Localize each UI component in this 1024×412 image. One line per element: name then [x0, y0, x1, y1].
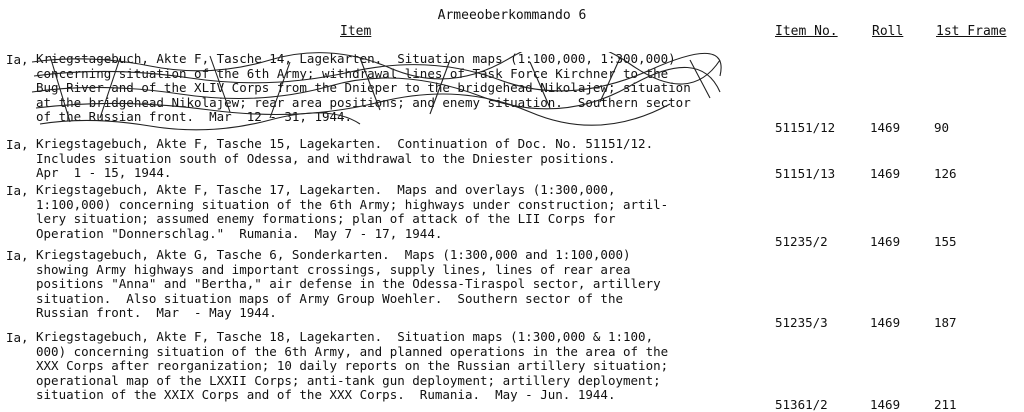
entry-first-frame: 155	[934, 234, 957, 249]
entry-prefix: Ia,	[6, 248, 29, 263]
entry-item-no: 51151/13	[775, 166, 836, 181]
entry-prefix: Ia,	[6, 52, 29, 67]
entry-description: Kriegstagebuch, Akte F, Tasche 17, Lagekarten. Maps and overlays (1:300,000, 1:100,000) concerning situation of the 6th Army; highways under construction; artil- lery situation; assumed enemy formations; plan of attack of the LII Corps for Operation "Donnerschlag." Rumania. May 7 - 17, 1944.	[36, 182, 669, 241]
entry-roll: 1469	[870, 234, 901, 249]
entry-first-frame: 211	[934, 397, 957, 412]
entry-roll: 1469	[870, 315, 901, 330]
entry-first-frame: 187	[934, 315, 957, 330]
entry-first-frame: 90	[934, 120, 950, 135]
entry-description: Kriegstagebuch, Akte G, Tasche 6, Sonderkarten. Maps (1:300,000 and 1:100,000) showing Army highways and important crossings, supply lines, lines of rear area positions "Anna" and "Bertha," air defense in the Odessa-Tiraspol sector, artillery situation. Also situation maps of Army Group Woehler. Southern sector of the Russian front. Mar - May 1944.	[36, 247, 661, 321]
entry-description: Kriegstagebuch, Akte F, Tasche 15, Lagekarten. Continuation of Doc. No. 51151/12. Includes situation south of Odessa, and withdrawal to the Dniester positions. Apr 1 - 15, 1944.	[36, 136, 654, 181]
entry-roll: 1469	[870, 120, 901, 135]
entry-first-frame: 126	[934, 166, 957, 181]
column-header-first-frame: 1st Frame	[936, 24, 1007, 39]
column-header-item: Item	[340, 24, 372, 39]
entry-prefix: Ia,	[6, 330, 29, 345]
entry-prefix: Ia,	[6, 137, 29, 152]
entry-description: Kriegstagebuch, Akte F, Tasche 18, Lagekarten. Situation maps (1:300,000 & 1:100, 000) concerning situation of the 6th Army, and planned operations in the area of the XXX Corps after reorganization; 10 daily reports on the Russian artillery situation; operational map of the LXXII Corps; anti-tank gun deployment; artillery deployment; situation of the XXIX Corps and of the XXX Corps. Rumania. May - Jun. 1944.	[36, 329, 669, 403]
column-header-item-no: Item No.	[775, 24, 838, 39]
column-header-roll: Roll	[872, 24, 904, 39]
entry-item-no: 51151/12	[775, 120, 836, 135]
entry-item-no: 51361/2	[775, 397, 828, 412]
entry-roll: 1469	[870, 166, 901, 181]
entry-description: Kriegstagebuch, Akte F, Tasche 14, Lagekarten. Situation maps (1:100,000, 1:300,000) concerning situation of the 6th Army; withdrawal lines of Task Force Kirchner to the Bug River and of the XLIV Corps from the Dnieper to the bridgehead Nikolajew; situation at the bridgehead Nikolajew; rear area positions; and enemy situation. Southern sector of the Russian front. Mar 12 - 31, 1944.	[36, 51, 691, 125]
page-title: Armeeoberkommando 6	[437, 8, 587, 23]
entry-roll: 1469	[870, 397, 901, 412]
entry-item-no: 51235/3	[775, 315, 828, 330]
entry-item-no: 51235/2	[775, 234, 828, 249]
entry-prefix: Ia,	[6, 183, 29, 198]
